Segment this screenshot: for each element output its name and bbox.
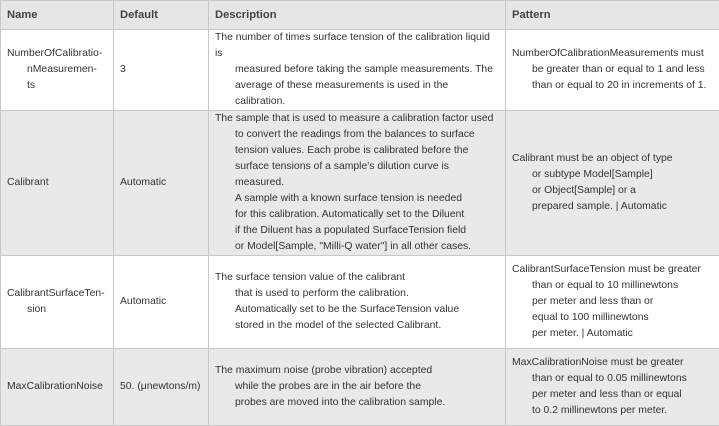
description-line: while the probes are in the air before the [215, 379, 499, 395]
table-row [1, 30, 719, 111]
description-line: or Model[Sample, "Milli-Q water"] in all other cases. [215, 239, 499, 255]
pattern-line: than or equal to 10 millinewtons [512, 278, 713, 294]
description-line: The maximum noise (probe vibration) accepted [215, 363, 499, 379]
header-row [1, 1, 719, 30]
header-pattern: Pattern [506, 1, 719, 30]
table-row [1, 111, 719, 256]
description-line: average of these measurements is used in the calibration. [215, 78, 499, 110]
option-default: 50. (μnewtons/m) [114, 349, 209, 426]
table-row [1, 349, 719, 426]
pattern-line: per meter and less than or equal [512, 387, 713, 403]
name-line: Calibrant [7, 175, 107, 191]
pattern-line: prepared sample. | Automatic [512, 199, 713, 215]
option-description [209, 349, 506, 426]
name-line: nMeasuremen- [7, 62, 107, 78]
option-pattern [506, 256, 719, 349]
pattern-line: be greater than or equal to 1 and less [512, 62, 713, 78]
name-line: sion [7, 302, 107, 318]
pattern-line: MaxCalibrationNoise must be greater [512, 355, 713, 371]
option-default: 3 [114, 30, 209, 111]
option-name [1, 111, 114, 256]
pattern-line: per meter and less than or [512, 294, 713, 310]
description-line: The number of times surface tension of the calibration liquid is [215, 30, 499, 62]
description-line: A sample with a known surface tension is needed [215, 191, 499, 207]
header-default: Default [114, 1, 209, 30]
name-line: CalibrantSurfaceTen- [7, 286, 107, 302]
option-pattern [506, 30, 719, 111]
description-line: surface tensions of a sample's dilution curve is measured. [215, 159, 499, 191]
pattern-line: to 0.2 millinewtons per meter. [512, 403, 713, 419]
option-name [1, 30, 114, 111]
description-line: Automatically set to be the SurfaceTension value [215, 302, 499, 318]
header-description: Description [209, 1, 506, 30]
table-row [1, 256, 719, 349]
description-line: The surface tension value of the calibrant [215, 270, 499, 286]
pattern-line: or Object[Sample] or a [512, 183, 713, 199]
description-line: for this calibration. Automatically set to the Diluent [215, 207, 499, 223]
description-line: if the Diluent has a populated SurfaceTension field [215, 223, 499, 239]
pattern-line: than or equal to 20 in increments of 1. [512, 78, 713, 94]
option-pattern [506, 349, 719, 426]
name-line: NumberOfCalibratio- [7, 46, 107, 62]
name-line: ts [7, 78, 107, 94]
pattern-line: NumberOfCalibrationMeasurements must [512, 46, 713, 62]
name-line: MaxCalibrationNoise [7, 379, 107, 395]
option-name [1, 256, 114, 349]
description-line: to convert the readings from the balances to surface [215, 127, 499, 143]
option-description [209, 256, 506, 349]
pattern-line: Calibrant must be an object of type [512, 151, 713, 167]
description-line: tension values. Each probe is calibrated before the [215, 143, 499, 159]
description-line: probes are moved into the calibration sample. [215, 395, 499, 411]
pattern-line: equal to 100 millinewtons [512, 310, 713, 326]
description-line: measured before taking the sample measurements. The [215, 62, 499, 78]
option-name [1, 349, 114, 426]
option-pattern [506, 111, 719, 256]
option-default: Automatic [114, 256, 209, 349]
description-line: that is used to perform the calibration. [215, 286, 499, 302]
pattern-line: CalibrantSurfaceTension must be greater [512, 262, 713, 278]
option-default: Automatic [114, 111, 209, 256]
pattern-line: or subtype Model[Sample] [512, 167, 713, 183]
header-name: Name [1, 1, 114, 30]
pattern-line: per meter. | Automatic [512, 326, 713, 342]
option-description [209, 30, 506, 111]
description-line: stored in the model of the selected Calibrant. [215, 318, 499, 334]
description-line: The sample that is used to measure a calibration factor used [215, 111, 499, 127]
option-description [209, 111, 506, 256]
pattern-line: than or equal to 0.05 millinewtons [512, 371, 713, 387]
